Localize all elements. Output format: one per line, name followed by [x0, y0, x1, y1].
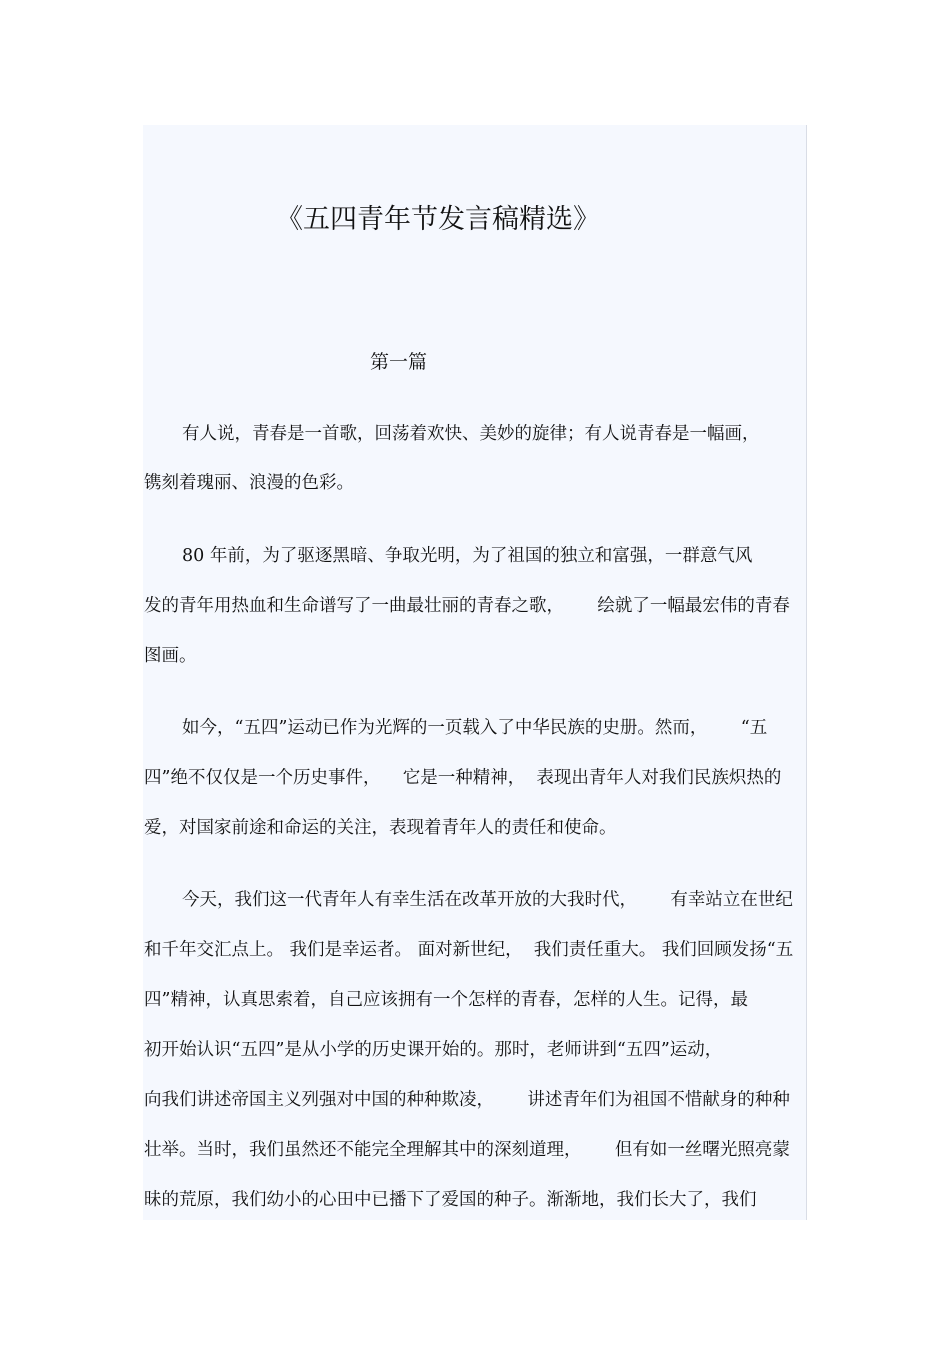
section-heading: 第一篇	[370, 351, 428, 373]
paragraph-line: 今天，我们这一代青年人有幸生活在改革开放的大我时代， 有幸站立在世纪	[182, 890, 793, 910]
paragraph-line: 发的青年用热血和生命谱写了一曲最壮丽的青春之歌， 绘就了一幅最宏伟的青春	[144, 596, 790, 616]
paragraph-line: 向我们讲述帝国主义列强对中国的种种欺凌， 讲述青年们为祖国不惜献身的种种	[144, 1090, 790, 1110]
paragraph-line: 和千年交汇点上。 我们是幸运者。 面对新世纪， 我们责任重大。 我们回顾发扬“五	[144, 940, 794, 960]
paragraph-line: 有人说，青春是一首歌，回荡着欢快、美妙的旋律；有人说青春是一幅画，	[182, 424, 760, 444]
paragraph-line: 镌刻着瑰丽、浪漫的色彩。	[144, 473, 354, 493]
paragraph-line: 壮举。当时，我们虽然还不能完全理解其中的深刻道理， 但有如一丝曙光照亮蒙	[144, 1140, 790, 1160]
document-title: 《五四青年节发言稿精选》	[276, 204, 600, 235]
paragraph-line: 图画。	[144, 646, 197, 666]
paragraph-line: 四”精神，认真思索着，自己应该拥有一个怎样的青春，怎样的人生。记得，最	[144, 990, 748, 1010]
paragraph-line: 如今，“五四”运动已作为光辉的一页载入了中华民族的史册。然而， “五	[182, 718, 768, 738]
paragraph-line: 昧的荒原，我们幼小的心田中已播下了爱国的种子。渐渐地，我们长大了，我们	[144, 1190, 757, 1210]
paragraph-line: 爱，对国家前途和命运的关注，表现着青年人的责任和使命。	[144, 818, 617, 838]
paragraph-line: 四”绝不仅仅是一个历史事件， 它是一种精神， 表现出青年人对我们民族炽热的	[144, 768, 782, 788]
paragraph-line: 初开始认识“五四”是从小学的历史课开始的。那时，老师讲到“五四”运动，	[144, 1040, 723, 1060]
paragraph-line: 80 年前，为了驱逐黑暗、争取光明，为了祖国的独立和富强，一群意气风	[182, 546, 753, 566]
